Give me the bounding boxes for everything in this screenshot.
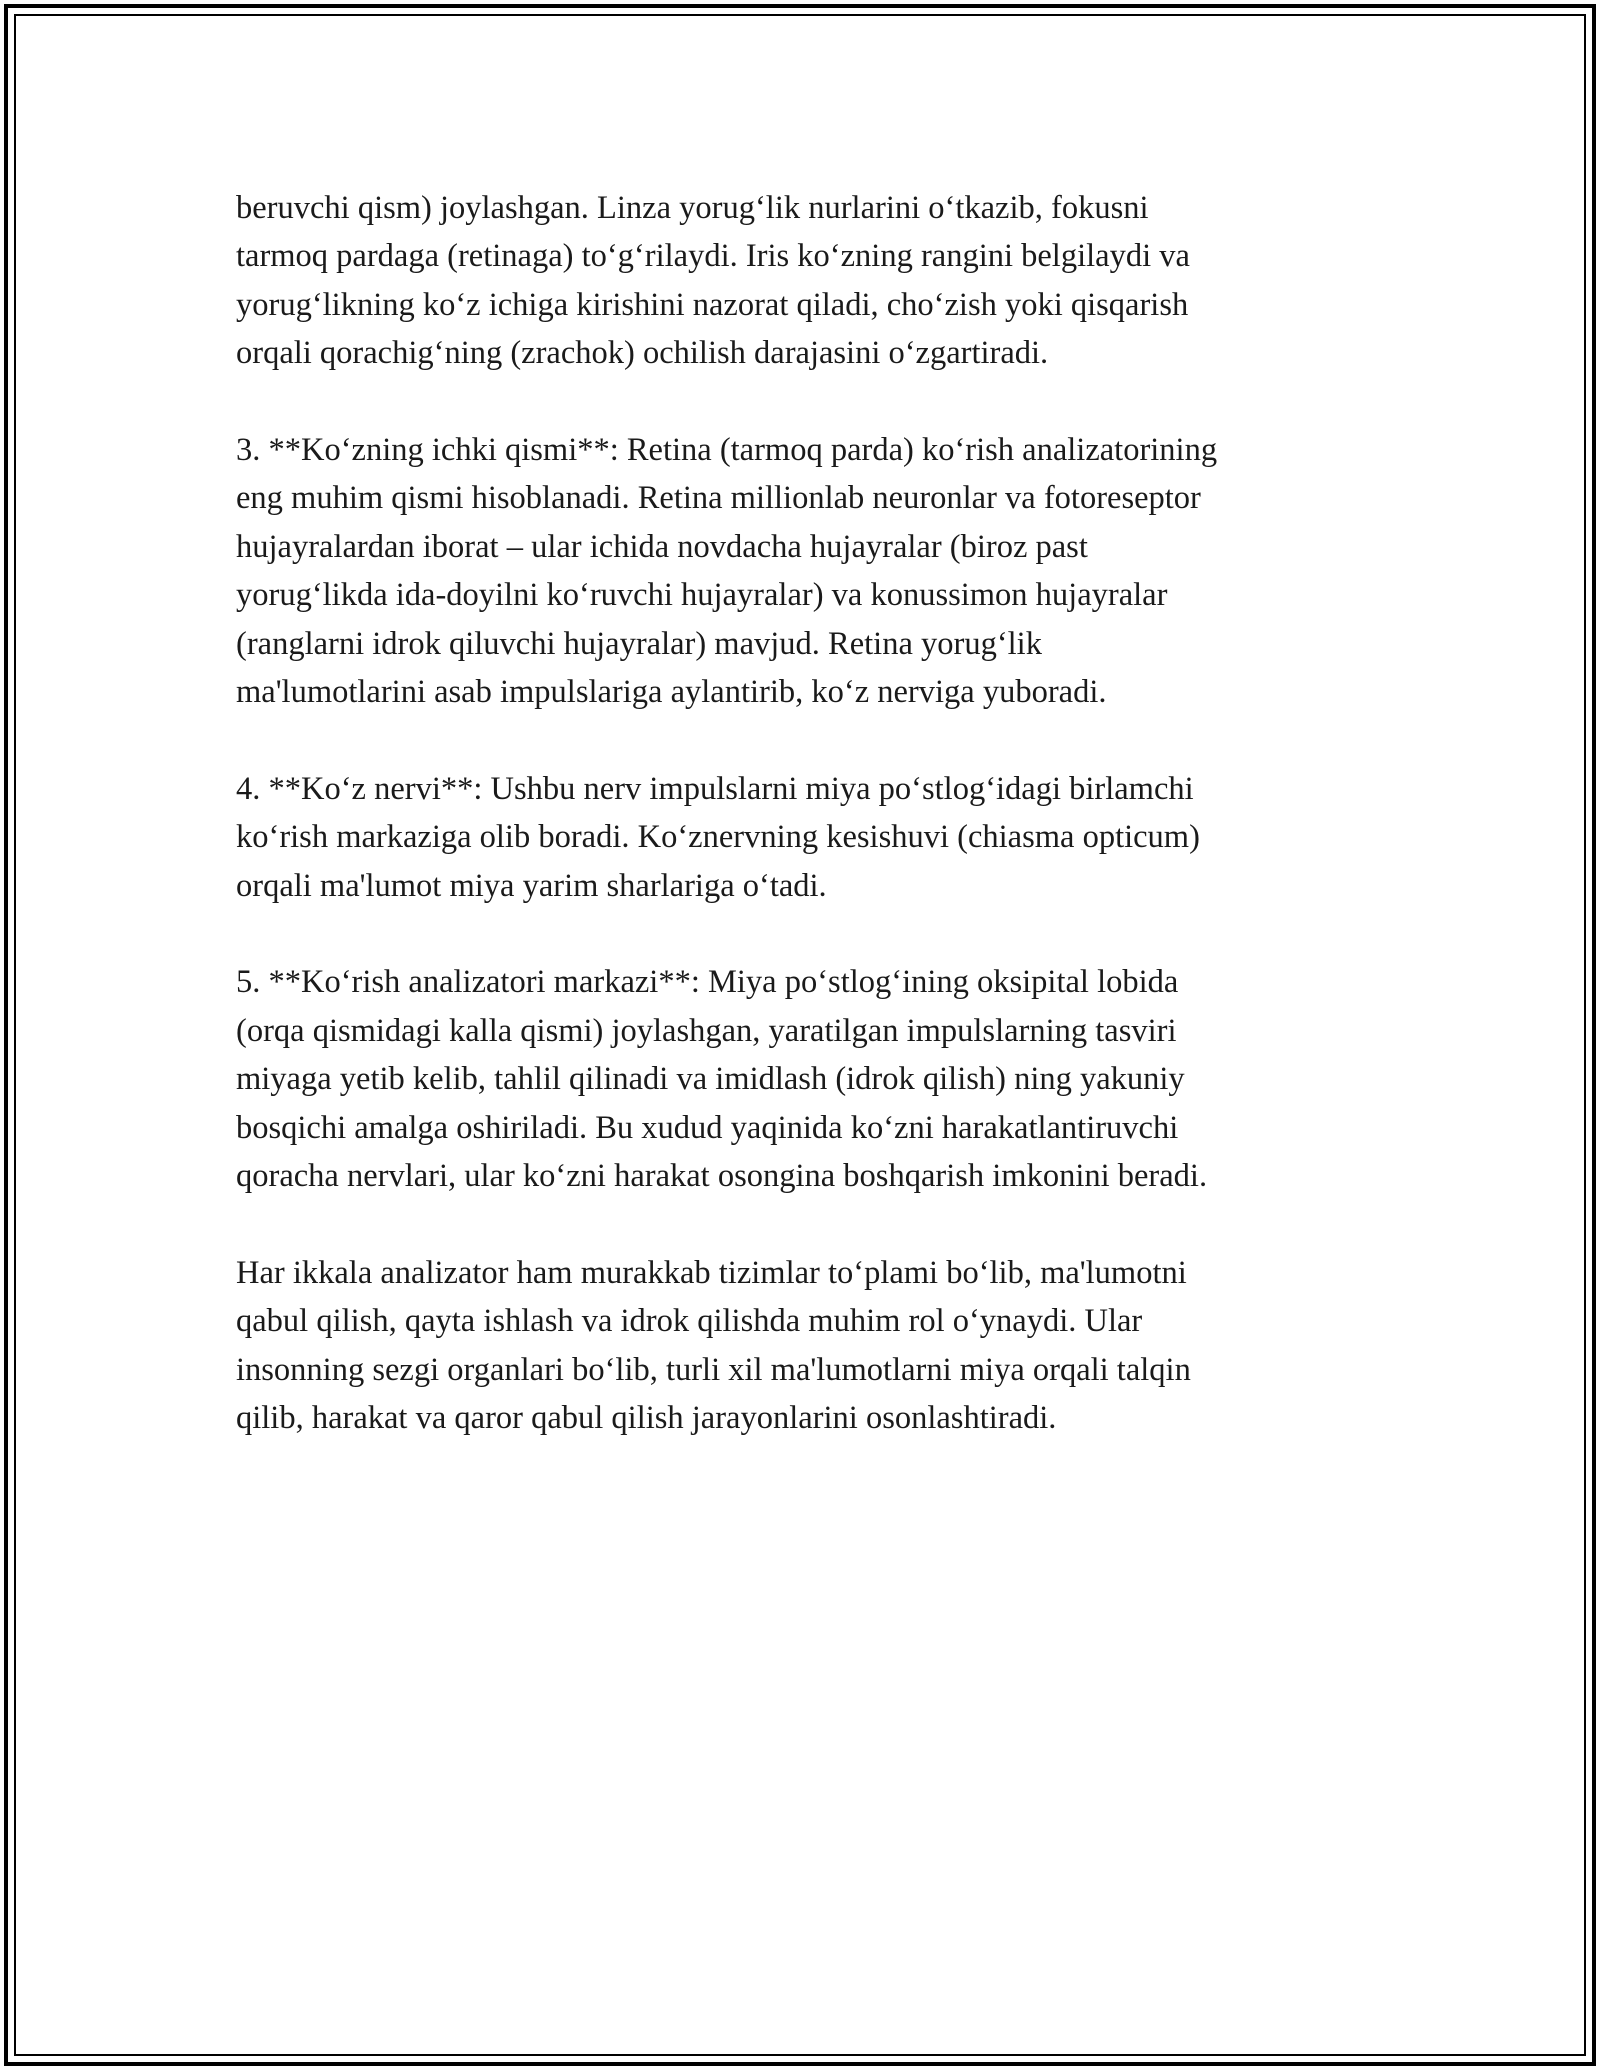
text-line: orqali qorachig‘ning (zrachok) ochilish darajasini o‘zgartiradi. — [236, 335, 1049, 372]
text-line: (ranglarni idrok qiluvchi hujayralar) mavjud. Retina yorug‘lik — [236, 625, 1042, 662]
text-line: qoracha nervlari, ular ko‘zni harakat osongina boshqarish imkonini beradi. — [236, 1158, 1208, 1195]
text-line: beruvchi qism) joylashgan. Linza yorug‘lik nurlarini o‘tkazib, fokusni — [236, 190, 1149, 226]
text-line: eng muhim qismi hisoblanadi. Retina millionlab neuronlar va fotoreseptor — [236, 480, 1201, 517]
text-line: Har ikkala analizator ham murakkab tizimlar to‘plami bo‘lib, ma'lumotni — [236, 1254, 1187, 1291]
paragraph-conclusion — [236, 1249, 1376, 1443]
text-line: orqali ma'lumot miya yarim sharlariga o‘tadi. — [236, 867, 827, 904]
text-line: hujayralardan iborat – ular ichida novdacha hujayralar (biroz past — [236, 528, 1088, 565]
text-line: 4. **Ko‘z nervi**: Ushbu nerv impulslarni miya po‘stlog‘idagi birlamchi — [236, 770, 1194, 807]
text-line: 5. **Ko‘rish analizatori markazi**: Miya po‘stlog‘ining oksipital lobida — [236, 964, 1179, 1001]
document-body — [236, 184, 1376, 1491]
text-line: yorug‘likning ko‘z ichiga kirishini nazorat qiladi, cho‘zish yoki qisqarish — [236, 286, 1189, 323]
paragraph-inner-eye — [236, 426, 1376, 716]
text-line: yorug‘likda ida-doyilni ko‘ruvchi hujayralar) va konussimon hujayralar — [236, 577, 1168, 614]
text-line: insonning sezgi organlari bo‘lib, turli xil ma'lumotlarni miya orqali talqin — [236, 1351, 1191, 1388]
text-line: ko‘rish markaziga olib boradi. Ko‘znervning kesishuvi (chiasma opticum) — [236, 819, 1200, 856]
text-line: (orqa qismidagi kalla qismi) joylashgan, yaratilgan impulslarning tasviri — [236, 1012, 1177, 1049]
paragraph-visual-center — [236, 958, 1376, 1200]
paragraph-lens-iris — [236, 184, 1376, 378]
text-line: qabul qilish, qayta ishlash va idrok qilishda muhim rol o‘ynaydi. Ular — [236, 1303, 1143, 1340]
paragraph-optic-nerve — [236, 765, 1376, 910]
text-line: bosqichi amalga oshiriladi. Bu xudud yaqinida ko‘zni harakatlantiruvchi — [236, 1109, 1179, 1146]
text-line: ma'lumotlarini asab impulslariga aylantirib, ko‘z nerviga yuboradi. — [236, 674, 1107, 711]
text-line: qilib, harakat va qaror qabul qilish jarayonlarini osonlashtiradi. — [236, 1400, 1057, 1437]
text-line: tarmoq pardaga (retinaga) to‘g‘rilaydi. Iris ko‘zning rangini belgilaydi va — [236, 238, 1190, 275]
text-line: 3. **Ko‘zning ichki qismi**: Retina (tarmoq parda) ko‘rish analizatorining — [236, 432, 1218, 469]
text-line: miyaga yetib kelib, tahlil qilinadi va imidlash (idrok qilish) ning yakuniy — [236, 1061, 1185, 1098]
